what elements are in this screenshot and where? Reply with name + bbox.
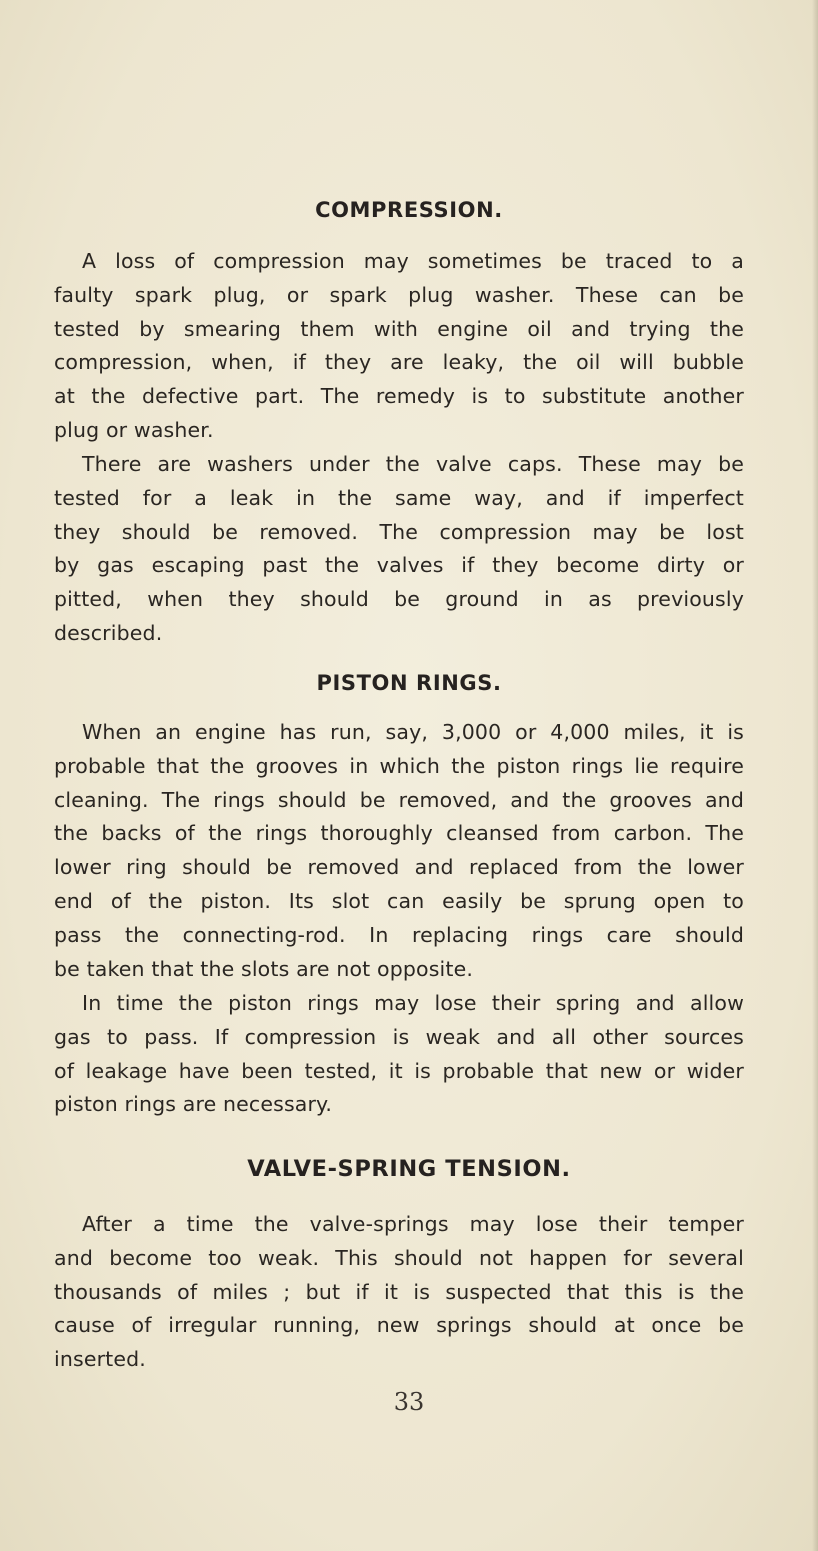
text-line: pitted, when they should be ground in as previously: [54, 587, 744, 612]
text-line: probable that the grooves in which the piston rings lie require: [54, 753, 744, 778]
text-line: by gas escaping past the valves if they become dirty or: [54, 553, 744, 578]
text-line: they should be removed. The compression may be lost: [54, 519, 744, 544]
compression-paragraph-1: [54, 245, 744, 448]
text-line: described.: [54, 620, 163, 645]
text-line: gas to pass. If compression is weak and all other sources: [54, 1024, 744, 1049]
text-line: inserted.: [54, 1347, 146, 1372]
text-line: In time the piston rings may lose their spring and allow: [82, 991, 744, 1015]
text-line: thousands of miles ; but if it is suspected that this is the: [54, 1279, 744, 1304]
compression-paragraph-2: [54, 448, 744, 651]
text-line: tested for a leak in the same way, and if imperfect: [54, 485, 744, 510]
heading-piston-rings: PISTON RINGS.: [316, 671, 502, 695]
piston-rings-paragraph-2: [54, 987, 744, 1122]
valve-spring-paragraph-1: [54, 1208, 744, 1377]
text-line: of leakage have been tested, it is probable that new or wider: [54, 1058, 744, 1083]
text-line: cause of irregular running, new springs should at once be: [54, 1313, 744, 1338]
page-number: 33: [393, 1388, 425, 1416]
piston-rings-paragraph-1: [54, 716, 744, 986]
text-line: lower ring should be removed and replaced from the lower: [54, 855, 744, 880]
text-line: plug or washer.: [54, 417, 214, 442]
text-line: and become too weak. This should not happen for several: [54, 1245, 744, 1270]
text-line: When an engine has run, say, 3,000 or 4,000 miles, it is: [82, 720, 744, 744]
text-line: at the defective part. The remedy is to substitute another: [54, 384, 744, 409]
text-line: end of the piston. Its slot can easily be sprung open to: [54, 888, 744, 913]
page-edge-shadow: [812, 0, 818, 1551]
text-line: tested by smearing them with engine oil and trying the: [54, 316, 744, 341]
text-line: pass the connecting-rod. In replacing rings care should: [54, 922, 744, 947]
text-line: be taken that the slots are not opposite.: [54, 956, 474, 981]
text-line: A loss of compression may sometimes be traced to a: [82, 249, 744, 273]
text-line: piston rings are necessary.: [54, 1092, 333, 1117]
heading-compression: COMPRESSION.: [315, 198, 503, 222]
text-line: cleaning. The rings should be removed, and the grooves and: [54, 787, 744, 812]
text-line: There are washers under the valve caps. These may be: [82, 452, 744, 476]
text-line: faulty spark plug, or spark plug washer. These can be: [54, 282, 744, 307]
text-line: the backs of the rings thoroughly cleansed from carbon. The: [54, 821, 744, 846]
text-line: After a time the valve-springs may lose their temper: [82, 1212, 744, 1236]
heading-valve-spring-tension: VALVE-SPRING TENSION.: [247, 1156, 571, 1182]
text-line: compression, when, if they are leaky, the oil will bubble: [54, 350, 744, 375]
